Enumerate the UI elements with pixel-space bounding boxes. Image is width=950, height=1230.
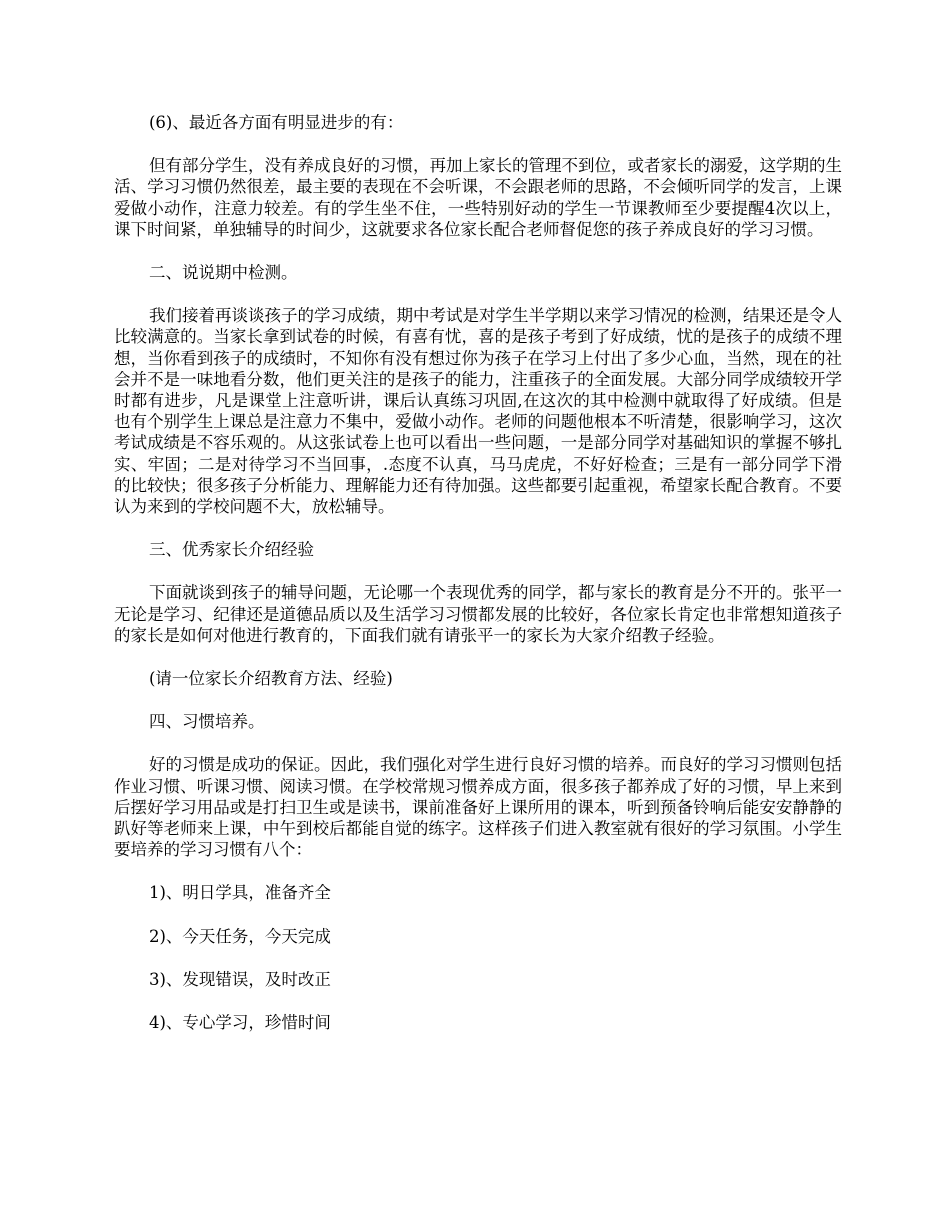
- list-item-3: 3)、发现错误，及时改正: [149, 969, 331, 989]
- section-heading-parent-experience: 三、优秀家长介绍经验: [149, 540, 314, 560]
- paragraph-tutoring: 下面就谈到孩子的辅导问题，无论哪一个表现优秀的同学，都与家长的教育是分不开的。张平一无论是学习、纪律还是道德品质以及生活学习习惯都发展的比较好，各位家长肯定也非常想知道孩子的家长是如何对他进行教育的，下面我们就有请张平一的家长为大家介绍教子经验。: [114, 583, 842, 645]
- list-heading-6: (6)、最近各方面有明显进步的有：: [149, 113, 404, 132]
- paragraph-good-habits: 好的习惯是成功的保证。因此，我们强化对学生进行良好习惯的培养。而良好的学习习惯则包括作业习惯、听课习惯、阅读习惯。在学校常规习惯养成方面，很多孩子都养成了好的习惯，早上来到后摆好学习用品或是打扫卫生或是读书，课前准备好上课所用的课本，听到预备铃响后能安安静静的趴好等老师来上课，中午到校后都能自觉的练字。这样孩子们进入教室就有很好的学习氛围。小学生要培养的学习习惯有八个：: [114, 755, 842, 860]
- list-item-1: 1)、明日学具，准备齐全: [149, 883, 331, 903]
- section-heading-habits: 四、习惯培养。: [149, 712, 265, 732]
- document-page: [114, 112, 842, 1033]
- list-item-2: 2)、今天任务，今天完成: [149, 926, 331, 946]
- list-item-4: 4)、专心学习，珍惜时间: [149, 1013, 331, 1033]
- section-heading-midterm: 二、说说期中检测。: [149, 263, 298, 283]
- paragraph-midterm-results: 我们接着再谈谈孩子的学习成绩，期中考试是对学生半学期以来学习情况的检测，结果还是令人比较满意的。当家长拿到试卷的时候，有喜有忧，喜的是孩子考到了好成绩，忧的是孩子的成绩不理想，当你看到孩子的成绩时，不知你有没有想过你为孩子在学习上付出了多少心血，当然，现在的社会并不是一味地看分数，他们更关注的是孩子的能力，注重孩子的全面发展。大部分同学成绩较开学时都有进步，凡是课堂上注意听讲，课后认真练习巩固,在这次的其中检测中就取得了好成绩。但是也有个别学生上课总是注意力不集中，爱做小动作。老师的问题他根本不听清楚，很影响学习，这次考试成绩是不容乐观的。从这张试卷上也可以看出一些问题，一是部分同学对基础知识的掌握不够扎实、牢固；二是对待学习不当回事，.态度不认真，马马虎虎，不好好检查；三是有一部分同学下滑的比较快；很多孩子分析能力、理解能力还有待加强。这些都要引起重视，希望家长配合教育。不要认为来到的学校问题不大，放松辅导。: [114, 306, 842, 517]
- paragraph-habits-problem: 但有部分学生，没有养成良好的习惯，再加上家长的管理不到位，或者家长的溺爱，这学期的生活、学习习惯仍然很差，最主要的表现在不会听课，不会跟老师的思路，不会倾听同学的发言，上课爱做小动作，注意力较差。有的学生坐不住，一些特别好动的学生一节课教师至少要提醒4次以上，课下时间紧，单独辅导的时间少，这就要求各位家长配合老师督促您的孩子养成良好的学习习惯。: [114, 156, 842, 239]
- paragraph-parent-invite: (请一位家长介绍教育方法、经验): [149, 669, 393, 689]
